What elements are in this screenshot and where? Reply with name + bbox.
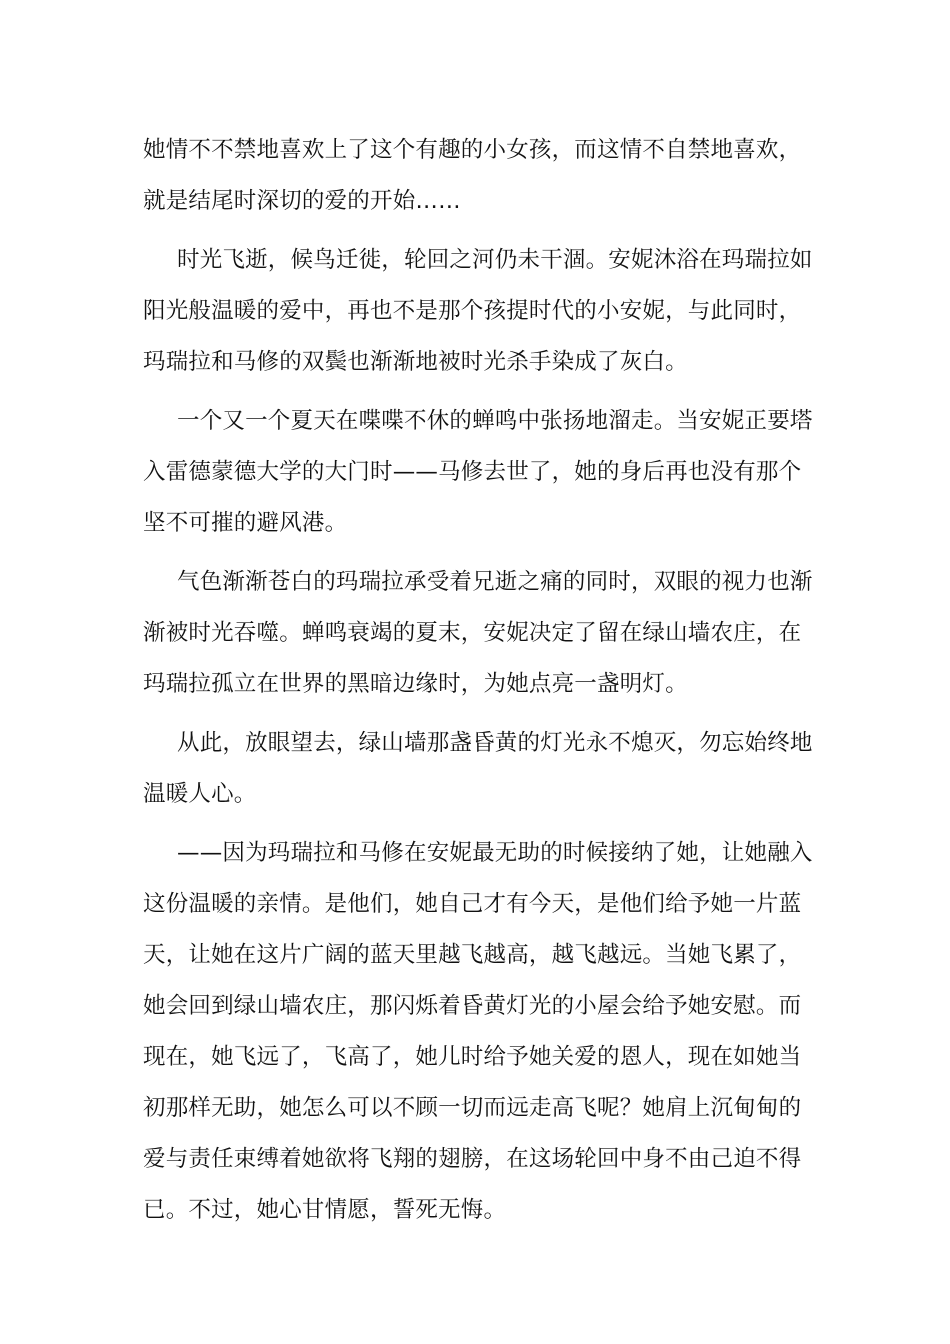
paragraph-6: ——因为玛瑞拉和马修在安妮最无助的时候接纳了她，让她融入这份温暖的亲情。是他们，她自己才有今天，是他们给予她一片蓝天，让她在这片广阔的蓝天里越飞越高，越飞越远。当她飞累了，她会回到绿山墙农庄，那闪烁着昏黄灯光的小屋会给予她安慰。而现在，她飞远了，飞高了，她儿时给予她关爱的恩人，现在如她当初那样无助，她怎么可以不顾一切而远走高飞呢？她肩上沉甸甸的爱与责任束缚着她欲将飞翔的翅膀，在这场轮回中身不由己迫不得已。不过，她心甘情愿，誓死无悔。 bbox=[143, 840, 813, 1223]
paragraph-1: 她情不不禁地喜欢上了这个有趣的小女孩，而这情不自禁地喜欢，就是结尾时深切的爱的开始…… bbox=[143, 137, 802, 214]
body-text bbox=[143, 125, 813, 1244]
paragraph-2: 时光飞逝，候鸟迁徙，轮回之河仍未干涸。安妮沐浴在玛瑞拉如阳光般温暖的爱中，再也不是那个孩提时代的小安妮，与此同时，玛瑞拉和马修的双鬓也渐渐地被时光杀手染成了灰白。 bbox=[143, 247, 813, 375]
paragraph-5: 从此，放眼望去，绿山墙那盏昏黄的灯光永不熄灭，勿忘始终地温暖人心。 bbox=[143, 730, 813, 807]
paragraph-4: 气色渐渐苍白的玛瑞拉承受着兄逝之痛的同时，双眼的视力也渐渐被时光吞噬。蝉鸣衰竭的夏末，安妮决定了留在绿山墙农庄，在玛瑞拉孤立在世界的黑暗边缘时，为她点亮一盏明灯。 bbox=[143, 569, 813, 697]
paragraph-3: 一个又一个夏天在喋喋不休的蝉鸣中张扬地溜走。当安妮正要塔入雷德蒙德大学的大门时——马修去世了，她的身后再也没有那个坚不可摧的避风港。 bbox=[143, 408, 813, 536]
